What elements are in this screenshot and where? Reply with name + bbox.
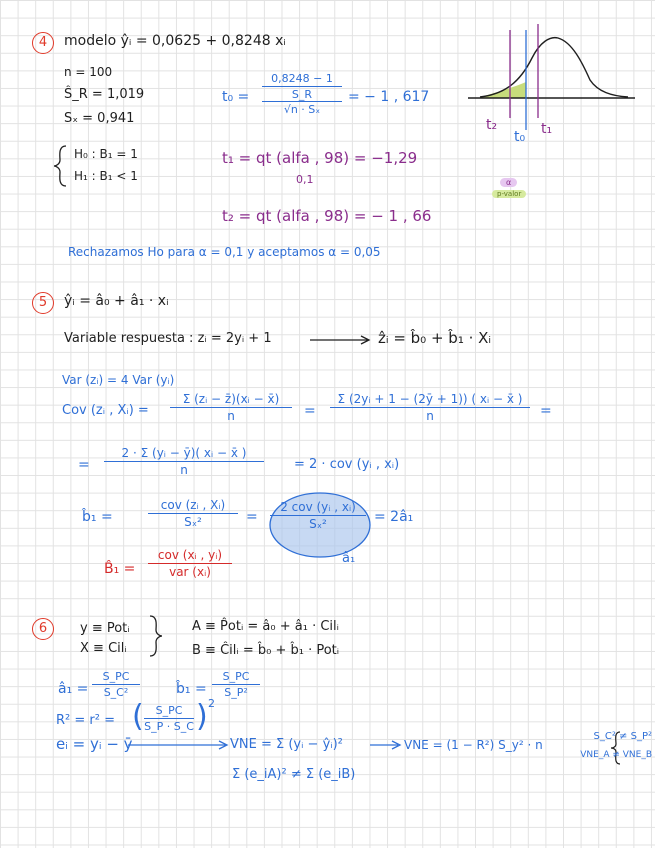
graph-t2-label: t₂ (486, 117, 498, 133)
model-A: A ≡ P̂otᵢ = â₀ + â₁ · Cilᵢ (192, 619, 339, 634)
b1-fraction (148, 498, 238, 529)
b1-numerator: cov (zᵢ , Xᵢ) (148, 498, 238, 514)
vne-sum: VNE = Σ (yᵢ − ŷᵢ)² (230, 737, 343, 752)
problem-4-number: 4 (32, 32, 54, 54)
arrow-ei (128, 741, 227, 749)
cov-denominator-2: n (426, 409, 434, 423)
r2-numerator: S_PC (144, 704, 194, 719)
t0-fraction (262, 72, 342, 116)
t2-equation: t₂ = qt (alfa , 98) = − 1 , 66 (222, 207, 432, 225)
B1-numerator: cov (xᵢ , yᵢ) (148, 548, 232, 564)
t0-denominator-top: S_R (262, 87, 342, 102)
response-variable: Variable respuesta : zᵢ = 2yᵢ + 1 (64, 331, 272, 346)
sr-value: Ŝ_R = 1,019 (64, 87, 145, 102)
cov-numerator-3: 2 · Σ (yᵢ − ȳ)( xᵢ − x̄ ) (104, 446, 264, 462)
cov-numerator-2: Σ (2yᵢ + 1 − (2ȳ + 1)) ( xᵢ − x̄ ) (330, 392, 530, 408)
B1-fraction (148, 548, 232, 579)
b1-numerator-2: 2 cov (yᵢ , xᵢ) (270, 500, 366, 516)
residual-definition: eᵢ = yᵢ − ȳ (56, 735, 133, 753)
r2-close-paren: ) (196, 699, 208, 734)
residual-sum-comparison: Σ (e_iA)² ≠ Σ (e_iB) (232, 767, 356, 782)
equals-sign: = (78, 457, 90, 473)
t0-denominator-bottom: √n · Sₓ (283, 103, 321, 116)
b1-label: b̂₁ = (176, 681, 207, 697)
b1-fraction-2 (270, 500, 366, 531)
alt-hypothesis: H₁ : B₁ < 1 (74, 169, 138, 183)
graph-t0-label: t₀ (514, 129, 526, 145)
conclusion-text: Rechazamos Ho para α = 0,1 y aceptamos α = 0,05 (68, 245, 381, 259)
model-equation: ŷᵢ = â₀ + â₁ · xᵢ (64, 293, 169, 309)
cov-denominator-1: n (227, 409, 235, 423)
t0-label: t₀ = (222, 89, 250, 105)
arrow-vne (370, 741, 400, 749)
cov-fraction-2 (330, 392, 530, 423)
y-definition: y ≡ Potᵢ (80, 621, 130, 636)
r2-exponent: 2 (208, 697, 215, 710)
cov-numerator-1: Σ (zᵢ − z̄)(xᵢ − x̄) (170, 392, 292, 408)
a1-annotation: â₁ (342, 551, 356, 566)
graph-t1-label: t₁ (541, 121, 553, 137)
equals-sign: = (246, 509, 258, 525)
sx-value: Sₓ = 0,941 (64, 111, 135, 126)
condition-vne: VNE_A ≠ VNE_B (580, 750, 652, 760)
a1-denominator: S_C² (103, 686, 129, 699)
t0-numerator: 0,8248 − 1 (262, 72, 342, 87)
b1-fraction (212, 670, 260, 699)
r2-fraction (144, 704, 194, 733)
legend-alpha: α (500, 178, 517, 187)
definition-brace (150, 616, 162, 656)
t1-equation: t₁ = qt (alfa , 98) = −1,29 (222, 149, 418, 167)
b1-numerator: S_PC (212, 670, 260, 685)
density-curve (480, 38, 628, 97)
sample-size: n = 100 (64, 65, 113, 79)
equals-sign: = (540, 403, 552, 419)
B1-denominator: var (xᵢ) (169, 565, 211, 579)
a1-fraction (92, 670, 140, 699)
vne-formula: VNE = (1 − R²) S_y² · n (404, 738, 543, 752)
B1-label: B̂₁ = (104, 561, 136, 577)
r2-denominator: S_P · S_C (144, 720, 194, 733)
b1-denominator-2: Sₓ² (309, 517, 327, 531)
z-model-equation: ẑᵢ = b̂₀ + b̂₁ · Xᵢ (378, 329, 492, 347)
arrow-variable (310, 336, 369, 344)
condition-variances: S_C² ≠ S_P² (593, 731, 652, 742)
legend-p-value: p-valor (492, 190, 526, 198)
cov-fraction-1 (170, 392, 292, 423)
a1-numerator: S_PC (92, 670, 140, 685)
b1-denominator: Sₓ² (184, 515, 202, 529)
b1-result: = 2â₁ (374, 509, 414, 525)
cov-fraction-3 (104, 446, 264, 477)
problem-5-number: 5 (32, 292, 54, 314)
cov-denominator-3: n (180, 463, 188, 477)
variance-line: Var (zᵢ) = 4 Var (yᵢ) (62, 373, 175, 387)
b1-denominator: S_P² (224, 686, 248, 699)
null-hypothesis: H₀ : B₁ = 1 (74, 147, 138, 161)
r2-open-paren: ( (132, 699, 144, 734)
b1-label: b̂₁ = (82, 509, 113, 525)
x-definition: X ≡ Cilᵢ (80, 641, 127, 656)
a1-label: â₁ = (58, 681, 89, 697)
t-distribution-graph (468, 24, 635, 130)
problem-6-number: 6 (32, 618, 54, 640)
alpha-value: 0,1 (296, 173, 314, 186)
model-B: B ≡ Ĉilᵢ = b̂₀ + b̂₁ · Potᵢ (192, 643, 340, 658)
equals-sign: = (304, 403, 316, 419)
model-equation: modelo ŷᵢ = 0,0625 + 0,8248 xᵢ (64, 33, 286, 49)
cov-result: = 2 · cov (yᵢ , xᵢ) (294, 457, 400, 472)
t0-result: = − 1 , 617 (348, 89, 430, 105)
hypothesis-brace (54, 146, 66, 186)
cov-label: Cov (zᵢ , Xᵢ) = (62, 403, 149, 418)
r2-label: R² = r² = (56, 713, 115, 728)
